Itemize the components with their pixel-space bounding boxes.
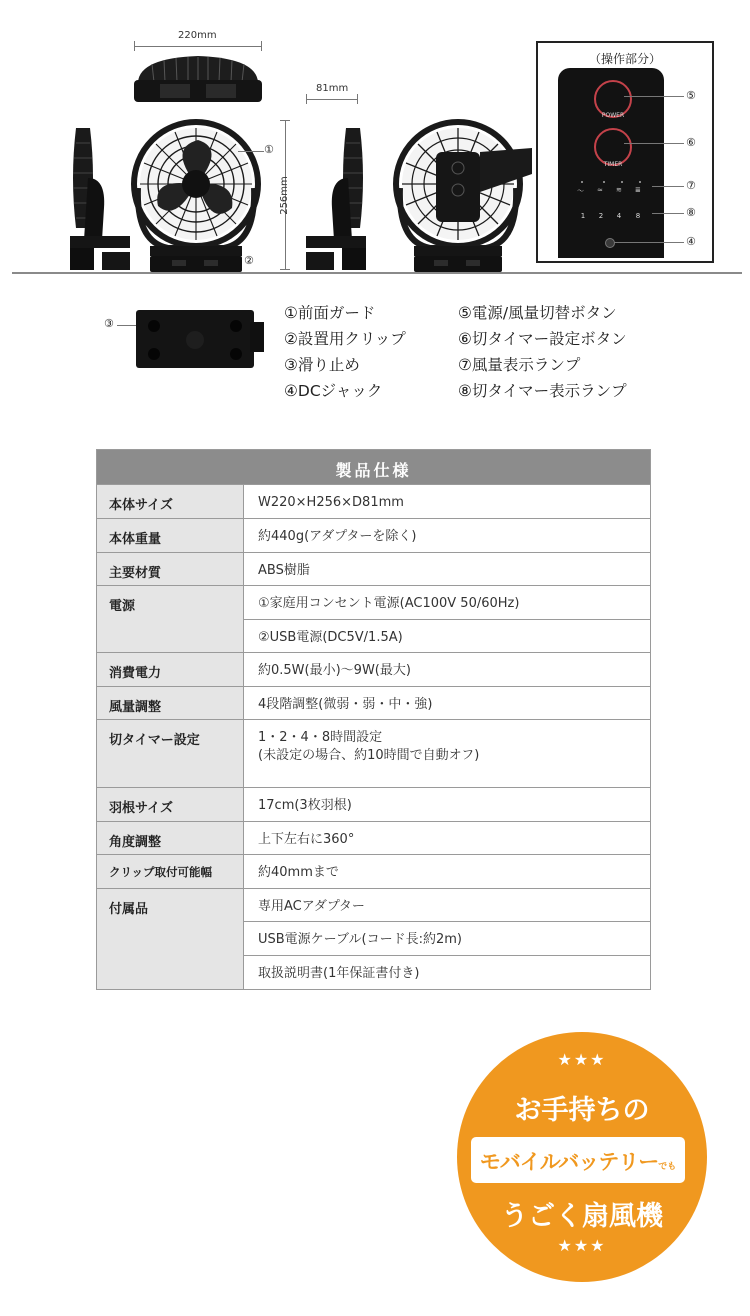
depth-dimension-label: 81mm [316,83,349,94]
height-dimension-label: 256mm [278,176,290,215]
badge-highlight-box [471,1137,685,1183]
table-row: 本体サイズ W220×H256×D81mm [97,485,651,519]
fan-bottom-view [132,306,266,372]
spec-table-title: 製品仕様 [97,450,651,485]
part-item: ④DCジャック [284,382,383,400]
timer-number: 8 [635,212,641,220]
control-panel-title: （操作部分） [588,52,661,66]
callout-6: ⑥ [686,136,696,149]
wind-level-icon: ～ [577,187,584,195]
part-item: ⑥切タイマー設定ボタン [458,330,627,348]
fan-side-view-left [66,118,136,274]
badge-line-1: お手持ちの [514,1095,650,1126]
callout-8: ⑧ [686,206,696,219]
table-row: USB電源ケーブル(コード長:約2m) [97,922,651,956]
table-row: 主要材質 ABS樹脂 [97,553,651,586]
dc-jack [605,238,615,248]
table-row: ②USB電源(DC5V/1.5A) [97,620,651,653]
depth-dimension-line [306,99,358,100]
wind-lamp [581,181,583,183]
table-row: 羽根サイズ 17cm(3枚羽根) [97,788,651,822]
callout-1: ① [264,143,274,156]
fan-back-view [392,118,532,274]
width-dimension-line [134,46,262,47]
badge-line-3: うごく扇風機 [501,1201,663,1232]
wind-level-icon: ≣ [635,186,641,194]
table-row: 消費電力 約0.5W(最小)～9W(最大) [97,653,651,687]
table-row: 取扱説明書(1年保証書付き) [97,956,651,990]
timer-label: TIMER [603,161,623,168]
power-label: POWER [601,112,625,119]
ground-line [12,272,742,274]
table-row: 本体重量 約440g(アダプターを除く) [97,519,651,553]
table-row: クリップ取付可能幅 約40mmまで [97,855,651,889]
callout-2: ② [244,254,254,267]
part-item: ①前面ガード [284,304,376,322]
callout-4: ④ [686,235,696,248]
table-row: 風量調整 4段階調整(微弱・弱・中・強) [97,687,651,720]
timer-number: 2 [598,212,604,220]
callout-7: ⑦ [686,179,696,192]
wind-level-icon: ≋ [616,186,622,194]
table-row: 切タイマー設定 1・2・4・8時間設定 (未設定の場合、約10時間で自動オフ) [97,720,651,788]
star-icon: ★★★ [557,1236,607,1255]
table-row: 角度調整 上下左右に360° [97,822,651,855]
callout-5: ⑤ [686,89,696,102]
wind-level-icon: ≈ [597,186,603,194]
part-item: ⑦風量表示ランプ [458,356,581,374]
part-item: ②設置用クリップ [284,330,406,348]
part-item: ③滑り止め [284,356,360,374]
badge-line-2: モバイルバッテリー [479,1150,659,1174]
part-item: ⑧切タイマー表示ランプ [458,382,627,400]
part-item: ⑤電源/風量切替ボタン [458,304,617,322]
table-row: 付属品 専用ACアダプター [97,889,651,922]
table-row: 電源 ①家庭用コンセント電源(AC100V 50/60Hz) [97,586,651,620]
timer-number: 4 [616,212,622,220]
mobile-battery-badge [457,1032,707,1282]
fan-front-view [128,118,264,274]
fan-top-view [132,52,264,106]
star-icon: ★★★ [557,1050,607,1069]
callout-3: ③ [104,317,114,330]
product-diagram [0,0,750,280]
timer-number: 1 [580,212,586,220]
width-dimension-label: 220mm [178,30,217,41]
badge-line-2-suffix: でも [658,1162,677,1172]
spec-table [96,449,651,990]
fan-side-view-right [300,118,370,274]
